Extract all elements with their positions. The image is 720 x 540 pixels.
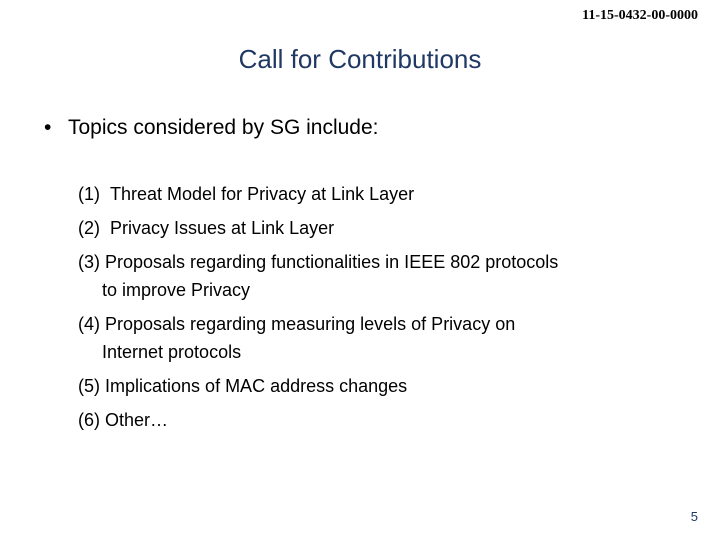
item-number: (3): [78, 252, 100, 272]
item-text: Proposals regarding functionalities in IEEE 802 protocols: [105, 252, 559, 272]
list-item: [78, 404, 698, 436]
main-bullet: [44, 116, 379, 140]
list-item: [78, 212, 698, 244]
item-number: (5): [78, 376, 100, 396]
topic-list: [78, 178, 698, 438]
list-item: [78, 246, 698, 306]
item-continuation: to improve Privacy: [102, 280, 251, 300]
item-number: (1): [78, 184, 100, 204]
list-item: [78, 370, 698, 402]
item-number: (4): [78, 314, 100, 334]
list-item: [78, 308, 698, 368]
item-continuation: Internet protocols: [102, 342, 242, 362]
slide-title: Call for Contributions: [238, 44, 482, 74]
item-number: (2): [78, 218, 100, 238]
list-item: [78, 178, 698, 210]
item-text: Threat Model for Privacy at Link Layer: [110, 184, 415, 204]
item-text: Other…: [105, 410, 169, 430]
item-text: Proposals regarding measuring levels of Privacy on: [105, 314, 516, 334]
bullet-text: Topics considered by SG include:: [68, 116, 379, 139]
item-text: Implications of MAC address changes: [105, 376, 408, 396]
bullet-symbol: •: [44, 116, 52, 139]
page-number: 5: [690, 509, 698, 524]
item-text: Privacy Issues at Link Layer: [110, 218, 335, 238]
document-id: 11-15-0432-00-0000: [582, 8, 698, 23]
item-number: (6): [78, 410, 100, 430]
